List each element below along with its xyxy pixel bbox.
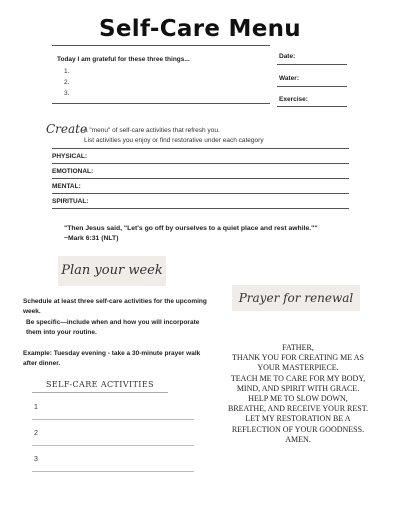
activity-number-2: 2 <box>34 430 38 437</box>
prayer-line: TEACH ME TO CARE FOR MY BODY, <box>230 373 366 383</box>
date-label: Date: <box>279 53 296 60</box>
plan-specific: Be specific—include when and how you will incorporate them into your routine. <box>26 319 200 336</box>
activities-heading-underline <box>32 392 168 393</box>
activity-field-1[interactable] <box>32 419 194 420</box>
prayer-line: AMEN. <box>285 434 311 444</box>
create-line-1: a "menu" of self-care activities that refresh you. <box>84 127 220 134</box>
grateful-heading: Today I am grateful for these three things... <box>57 56 190 63</box>
activity-number-1: 1 <box>34 404 38 411</box>
category-top-divider <box>52 148 349 149</box>
category-mental-field[interactable] <box>52 193 349 194</box>
create-script-heading: Create <box>46 122 88 136</box>
activity-field-3[interactable] <box>32 471 194 472</box>
self-care-activities-heading: SELF-CARE ACTIVITIES <box>46 380 154 389</box>
prayer-line: YOUR MASTERPIECE. <box>257 363 339 373</box>
prayer-line: FATHER, <box>282 343 314 352</box>
plan-your-week-badge: Plan your week <box>58 256 166 286</box>
category-physical-label: PHYSICAL: <box>52 153 88 160</box>
water-field[interactable] <box>277 86 347 87</box>
create-line-2: List activities you enjoy or find restorative under each category <box>84 137 264 144</box>
activity-field-2[interactable] <box>32 445 194 446</box>
category-emotional-field[interactable] <box>52 178 349 179</box>
prayer-line: MIND, AND SPIRIT WITH GRACE. <box>236 383 360 393</box>
prayer-line: THANK YOU FOR CREATING ME AS <box>232 353 364 363</box>
grateful-item-3[interactable]: 3. <box>64 90 70 97</box>
prayer-line: REFLECTION OF YOUR GOODNESS. <box>231 424 365 434</box>
category-spiritual-field[interactable] <box>52 208 349 209</box>
plan-example: Example: Tuesday evening - take a 30-minute prayer walk after dinner. <box>23 350 201 367</box>
title-divider <box>52 45 270 46</box>
prayer-text <box>218 343 378 445</box>
activity-number-3: 3 <box>34 456 38 463</box>
prayer-for-renewal-badge: Prayer for renewal <box>232 285 360 311</box>
category-spiritual-label: SPIRITUAL: <box>52 198 89 205</box>
plan-instructions: Schedule at least three self-care activities for the upcoming week. <box>23 298 207 315</box>
prayer-line: HELP ME TO SLOW DOWN, <box>248 394 348 404</box>
grateful-item-2[interactable]: 2. <box>64 79 70 86</box>
water-label: Water: <box>279 75 299 82</box>
date-field[interactable] <box>277 64 347 65</box>
grateful-divider <box>52 103 270 104</box>
exercise-field[interactable] <box>277 106 347 107</box>
scripture-quote: "Then Jesus said, "Let's go off by ourselves to a quiet place and rest awhile."" ~Mark 6:31 (NLT) <box>64 225 318 242</box>
prayer-line: LET MY RESTORATION BE A <box>245 414 351 424</box>
prayer-line: BREATHE, AND RECEIVE YOUR REST. <box>228 404 368 414</box>
category-mental-label: MENTAL: <box>52 183 81 190</box>
page-title: Self-Care Menu <box>99 16 301 42</box>
grateful-item-1[interactable]: 1. <box>64 68 70 75</box>
exercise-label: Exercise: <box>279 96 308 103</box>
category-emotional-label: EMOTIONAL: <box>52 168 94 175</box>
category-physical-field[interactable] <box>52 163 349 164</box>
